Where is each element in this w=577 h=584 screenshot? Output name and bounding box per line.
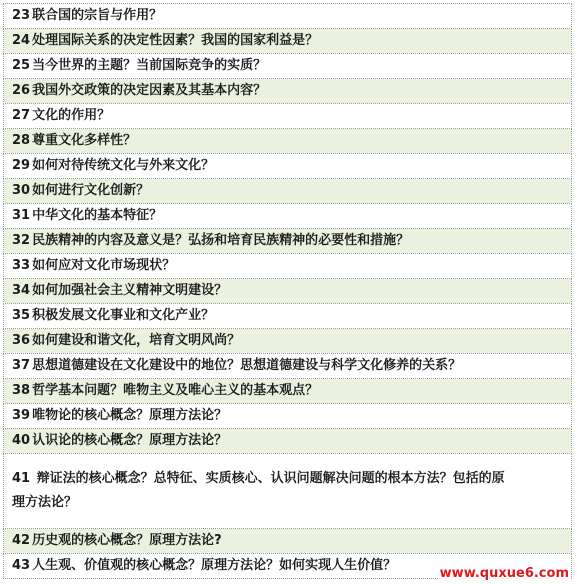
row-text: 认识论的核心概念？原理方法论？	[32, 433, 228, 448]
row-cell	[4, 429, 572, 454]
table-row	[4, 429, 572, 454]
table-row	[4, 4, 572, 29]
row-number: 25	[12, 58, 31, 73]
table-row	[4, 204, 572, 229]
row-number: 24	[12, 33, 31, 48]
question-table	[3, 3, 572, 579]
row-number: 35	[12, 308, 31, 323]
row-cell	[4, 279, 572, 304]
row-number: 23	[12, 8, 31, 23]
row-cell	[4, 329, 572, 354]
row-text: 民族精神的内容及意义是？弘扬和培育民族精神的必要性和措施？	[32, 233, 410, 248]
row-cell	[4, 129, 572, 154]
table-row	[4, 379, 572, 404]
row-cell	[4, 354, 572, 379]
row-cell	[4, 529, 572, 554]
row-cell	[4, 79, 572, 104]
row-text: 人生观、价值观的核心概念？原理方法论？如何实现人生价值？	[32, 558, 397, 573]
table-row	[4, 129, 572, 154]
row-text: 尊重文化多样性？	[32, 133, 137, 148]
table-row	[4, 154, 572, 179]
row-text: 联合国的宗旨与作用？	[32, 8, 163, 23]
row-number: 27	[12, 108, 31, 123]
row-number: 41	[12, 471, 31, 486]
table-row	[4, 104, 572, 129]
row-text: 中华文化的基本特征？	[32, 208, 163, 223]
row-text: 如何加强社会主义精神文明建设？	[32, 283, 228, 298]
row-text: 文化的作用？	[32, 108, 111, 123]
table-row	[4, 354, 572, 379]
row-cell	[4, 304, 572, 329]
table-row	[4, 229, 572, 254]
row-cell	[4, 54, 572, 79]
row-number: 34	[12, 283, 31, 298]
row-cell	[4, 104, 572, 129]
table-row	[4, 179, 572, 204]
row-text: 如何建设和谐文化，培育文明风尚？	[32, 333, 241, 348]
row-text-continued: 理方法论？	[12, 495, 78, 510]
row-number: 33	[12, 258, 31, 273]
row-text: 处理国际关系的决定性因素？我国的国家利益是？	[32, 33, 319, 48]
table-row	[4, 529, 572, 554]
table-row	[4, 254, 572, 279]
table-row	[4, 404, 572, 429]
row-cell	[4, 154, 572, 179]
table-row	[4, 454, 572, 529]
row-number: 40	[12, 433, 31, 448]
row-text: 历史观的核心概念？原理方法论?	[32, 533, 222, 548]
row-number: 43	[12, 558, 31, 573]
row-text: 积极发展文化事业和文化产业？	[32, 308, 215, 323]
row-number: 31	[12, 208, 31, 223]
row-number: 26	[12, 83, 31, 98]
table-row	[4, 79, 572, 104]
row-number: 37	[12, 358, 31, 373]
row-number: 38	[12, 383, 31, 398]
row-cell	[4, 454, 572, 529]
row-text: 如何应对文化市场现状？	[32, 258, 176, 273]
table-row	[4, 279, 572, 304]
row-cell	[4, 29, 572, 54]
row-text: 当今世界的主题？当前国际竞争的实质？	[32, 58, 267, 73]
row-cell	[4, 229, 572, 254]
row-text: 唯物论的核心概念？原理方法论？	[32, 408, 228, 423]
watermark: www.quxue6.com	[439, 566, 569, 581]
row-text: 哲学基本问题？唯物主义及唯心主义的基本观点？	[32, 383, 319, 398]
row-number: 36	[12, 333, 31, 348]
row-cell	[4, 204, 572, 229]
row-number: 28	[12, 133, 31, 148]
row-number: 32	[12, 233, 31, 248]
row-cell	[4, 379, 572, 404]
table-row	[4, 29, 572, 54]
table-row	[4, 54, 572, 79]
row-number: 29	[12, 158, 31, 173]
table-row	[4, 329, 572, 354]
row-cell	[4, 179, 572, 204]
row-number: 30	[12, 183, 31, 198]
row-cell	[4, 4, 572, 29]
row-cell	[4, 404, 572, 429]
row-cell	[4, 254, 572, 279]
row-number: 42	[12, 533, 31, 548]
row-text: 思想道德建设在文化建设中的地位？思想道德建设与科学文化修养的关系？	[32, 358, 462, 373]
row-number: 39	[12, 408, 31, 423]
row-text: 我国外交政策的决定因素及其基本内容？	[32, 83, 267, 98]
row-text: 辩证法的核心概念？总特征、实质核心、认识问题解决问题的根本方法？包括的原	[32, 471, 505, 486]
row-text: 如何对待传统文化与外来文化？	[32, 158, 215, 173]
row-text: 如何进行文化创新？	[32, 183, 150, 198]
table-row	[4, 304, 572, 329]
